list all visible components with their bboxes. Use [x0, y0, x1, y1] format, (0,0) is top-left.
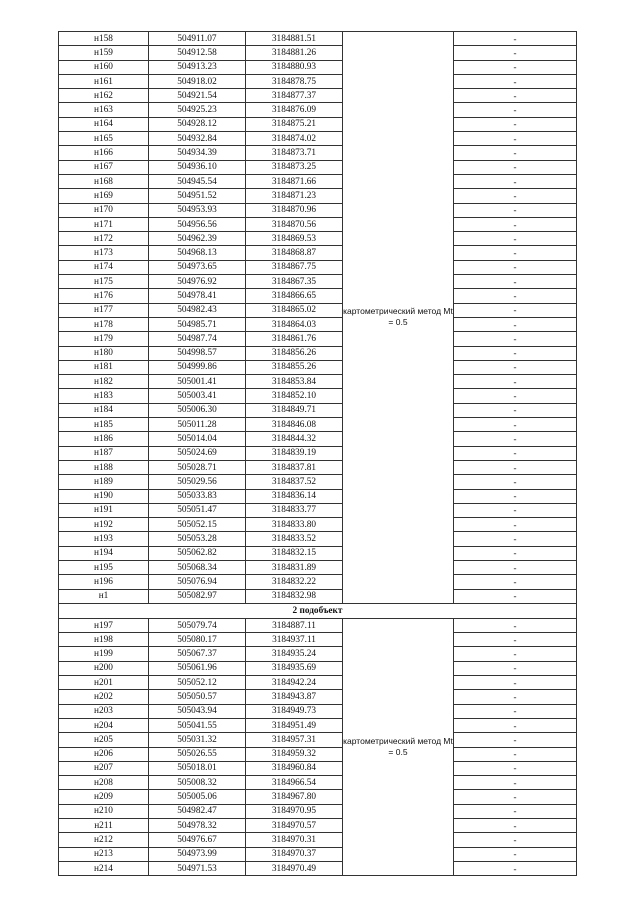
point-id-cell: н158 — [59, 32, 149, 46]
point-id-cell: н200 — [59, 661, 149, 675]
accuracy-cell: - — [454, 103, 577, 117]
x-coordinate-cell: 504953.93 — [149, 203, 246, 217]
accuracy-cell: - — [454, 546, 577, 560]
table-row — [59, 46, 577, 60]
point-id-cell: н210 — [59, 804, 149, 818]
y-coordinate-cell: 3184873.71 — [246, 146, 343, 160]
accuracy-cell: - — [454, 861, 577, 875]
point-id-cell: н1 — [59, 589, 149, 603]
point-id-cell: н172 — [59, 232, 149, 246]
y-coordinate-cell: 3184865.02 — [246, 303, 343, 317]
y-coordinate-cell: 3184844.32 — [246, 432, 343, 446]
point-id-cell: н190 — [59, 489, 149, 503]
y-coordinate-cell: 3184874.02 — [246, 132, 343, 146]
y-coordinate-cell: 3184867.75 — [246, 260, 343, 274]
point-id-cell: н212 — [59, 833, 149, 847]
x-coordinate-cell: 505033.83 — [149, 489, 246, 503]
accuracy-cell: - — [454, 747, 577, 761]
x-coordinate-cell: 505082.97 — [149, 589, 246, 603]
accuracy-cell: - — [454, 117, 577, 131]
table-row — [59, 633, 577, 647]
point-id-cell: н179 — [59, 332, 149, 346]
table-row — [59, 861, 577, 875]
accuracy-cell: - — [454, 303, 577, 317]
table-row — [59, 117, 577, 131]
y-coordinate-cell: 3184970.95 — [246, 804, 343, 818]
point-id-cell: н170 — [59, 203, 149, 217]
y-coordinate-cell: 3184960.84 — [246, 761, 343, 775]
accuracy-cell: - — [454, 289, 577, 303]
x-coordinate-cell: 504932.84 — [149, 132, 246, 146]
accuracy-cell: - — [454, 819, 577, 833]
accuracy-cell: - — [454, 189, 577, 203]
table-row — [59, 189, 577, 203]
x-coordinate-cell: 504976.92 — [149, 275, 246, 289]
y-coordinate-cell: 3184878.75 — [246, 74, 343, 88]
point-id-cell: н168 — [59, 174, 149, 188]
table-row — [59, 460, 577, 474]
accuracy-cell: - — [454, 275, 577, 289]
y-coordinate-cell: 3184855.26 — [246, 360, 343, 374]
x-coordinate-cell: 505028.71 — [149, 460, 246, 474]
point-id-cell: н186 — [59, 432, 149, 446]
point-id-cell: н189 — [59, 475, 149, 489]
y-coordinate-cell: 3184866.65 — [246, 289, 343, 303]
point-id-cell: н182 — [59, 375, 149, 389]
accuracy-cell: - — [454, 733, 577, 747]
method-cell-part1: картометрический метод Mt = 0.5 — [343, 32, 454, 604]
x-coordinate-cell: 505003.41 — [149, 389, 246, 403]
point-id-cell: н171 — [59, 217, 149, 231]
table-row — [59, 375, 577, 389]
y-coordinate-cell: 3184868.87 — [246, 246, 343, 260]
x-coordinate-cell: 504962.39 — [149, 232, 246, 246]
accuracy-cell: - — [454, 332, 577, 346]
table-row — [59, 103, 577, 117]
table-row — [59, 260, 577, 274]
y-coordinate-cell: 3184831.89 — [246, 560, 343, 574]
table-row — [59, 346, 577, 360]
point-id-cell: н196 — [59, 575, 149, 589]
point-id-cell: н187 — [59, 446, 149, 460]
point-id-cell: н201 — [59, 676, 149, 690]
table-row — [59, 32, 577, 46]
point-id-cell: н203 — [59, 704, 149, 718]
x-coordinate-cell: 505079.74 — [149, 618, 246, 632]
x-coordinate-cell: 504973.99 — [149, 847, 246, 861]
point-id-cell: н164 — [59, 117, 149, 131]
accuracy-cell: - — [454, 174, 577, 188]
table-row — [59, 446, 577, 460]
y-coordinate-cell: 3184870.96 — [246, 203, 343, 217]
x-coordinate-cell: 505061.96 — [149, 661, 246, 675]
y-coordinate-cell: 3184839.19 — [246, 446, 343, 460]
x-coordinate-cell: 505026.55 — [149, 747, 246, 761]
point-id-cell: н162 — [59, 89, 149, 103]
x-coordinate-cell: 504978.32 — [149, 819, 246, 833]
table-row — [59, 203, 577, 217]
y-coordinate-cell: 3184957.31 — [246, 733, 343, 747]
x-coordinate-cell: 504925.23 — [149, 103, 246, 117]
accuracy-cell: - — [454, 432, 577, 446]
table-row — [59, 819, 577, 833]
point-id-cell: н206 — [59, 747, 149, 761]
point-id-cell: н183 — [59, 389, 149, 403]
accuracy-cell: - — [454, 575, 577, 589]
x-coordinate-cell: 504912.58 — [149, 46, 246, 60]
table-row — [59, 804, 577, 818]
x-coordinate-cell: 505052.15 — [149, 518, 246, 532]
y-coordinate-cell: 3184856.26 — [246, 346, 343, 360]
point-id-cell: н195 — [59, 560, 149, 574]
table-row — [59, 761, 577, 775]
table-row — [59, 776, 577, 790]
y-coordinate-cell: 3184864.03 — [246, 317, 343, 331]
table-row — [59, 475, 577, 489]
point-id-cell: н211 — [59, 819, 149, 833]
point-id-cell: н193 — [59, 532, 149, 546]
x-coordinate-cell: 504976.67 — [149, 833, 246, 847]
accuracy-cell: - — [454, 503, 577, 517]
y-coordinate-cell: 3184937.11 — [246, 633, 343, 647]
y-coordinate-cell: 3184881.26 — [246, 46, 343, 60]
x-coordinate-cell: 504973.65 — [149, 260, 246, 274]
accuracy-cell: - — [454, 46, 577, 60]
x-coordinate-cell: 505024.69 — [149, 446, 246, 460]
accuracy-cell: - — [454, 32, 577, 46]
table-row — [59, 847, 577, 861]
point-id-cell: н197 — [59, 618, 149, 632]
accuracy-cell: - — [454, 560, 577, 574]
accuracy-cell: - — [454, 418, 577, 432]
x-coordinate-cell: 505001.41 — [149, 375, 246, 389]
accuracy-cell: - — [454, 761, 577, 775]
table-row — [59, 89, 577, 103]
table-row — [59, 546, 577, 560]
point-id-cell: н166 — [59, 146, 149, 160]
point-id-cell: н178 — [59, 317, 149, 331]
y-coordinate-cell: 3184852.10 — [246, 389, 343, 403]
y-coordinate-cell: 3184876.09 — [246, 103, 343, 117]
y-coordinate-cell: 3184871.23 — [246, 189, 343, 203]
point-id-cell: н213 — [59, 847, 149, 861]
accuracy-cell: - — [454, 60, 577, 74]
y-coordinate-cell: 3184869.53 — [246, 232, 343, 246]
accuracy-cell: - — [454, 74, 577, 88]
accuracy-cell: - — [454, 661, 577, 675]
x-coordinate-cell: 505062.82 — [149, 546, 246, 560]
table-row — [59, 403, 577, 417]
table-row — [59, 733, 577, 747]
y-coordinate-cell: 3184871.66 — [246, 174, 343, 188]
point-id-cell: н173 — [59, 246, 149, 260]
accuracy-cell: - — [454, 346, 577, 360]
accuracy-cell: - — [454, 360, 577, 374]
y-coordinate-cell: 3184849.71 — [246, 403, 343, 417]
x-coordinate-cell: 505043.94 — [149, 704, 246, 718]
y-coordinate-cell: 3184846.08 — [246, 418, 343, 432]
table-row — [59, 518, 577, 532]
x-coordinate-cell: 505076.94 — [149, 575, 246, 589]
accuracy-cell: - — [454, 246, 577, 260]
y-coordinate-cell: 3184943.87 — [246, 690, 343, 704]
point-id-cell: н174 — [59, 260, 149, 274]
x-coordinate-cell: 504968.13 — [149, 246, 246, 260]
y-coordinate-cell: 3184970.49 — [246, 861, 343, 875]
x-coordinate-cell: 505053.28 — [149, 532, 246, 546]
table-row — [59, 589, 577, 603]
point-id-cell: н202 — [59, 690, 149, 704]
table-row — [59, 332, 577, 346]
point-id-cell: н199 — [59, 647, 149, 661]
accuracy-cell: - — [454, 389, 577, 403]
table-row — [59, 275, 577, 289]
accuracy-cell: - — [454, 518, 577, 532]
accuracy-cell: - — [454, 647, 577, 661]
table-row — [59, 704, 577, 718]
method-cell-part2: картометрический метод Mt = 0.5 — [343, 618, 454, 875]
x-coordinate-cell: 504982.43 — [149, 303, 246, 317]
point-id-cell: н175 — [59, 275, 149, 289]
table-row — [59, 690, 577, 704]
x-coordinate-cell: 505067.37 — [149, 647, 246, 661]
x-coordinate-cell: 505051.47 — [149, 503, 246, 517]
y-coordinate-cell: 3184853.84 — [246, 375, 343, 389]
point-id-cell: н191 — [59, 503, 149, 517]
table-row — [59, 647, 577, 661]
y-coordinate-cell: 3184880.93 — [246, 60, 343, 74]
table-row — [59, 661, 577, 675]
x-coordinate-cell: 505029.56 — [149, 475, 246, 489]
x-coordinate-cell: 504999.86 — [149, 360, 246, 374]
x-coordinate-cell: 504934.39 — [149, 146, 246, 160]
table-row — [59, 74, 577, 88]
y-coordinate-cell: 3184959.32 — [246, 747, 343, 761]
table-row — [59, 489, 577, 503]
x-coordinate-cell: 504978.41 — [149, 289, 246, 303]
table-row — [59, 232, 577, 246]
point-id-cell: н198 — [59, 633, 149, 647]
y-coordinate-cell: 3184870.56 — [246, 217, 343, 231]
point-id-cell: н204 — [59, 718, 149, 732]
table-row — [59, 317, 577, 331]
accuracy-cell: - — [454, 633, 577, 647]
accuracy-cell: - — [454, 446, 577, 460]
point-id-cell: н209 — [59, 790, 149, 804]
table-row — [59, 132, 577, 146]
table-row — [59, 246, 577, 260]
point-id-cell: н177 — [59, 303, 149, 317]
accuracy-cell: - — [454, 847, 577, 861]
table-row — [59, 833, 577, 847]
x-coordinate-cell: 505011.28 — [149, 418, 246, 432]
accuracy-cell: - — [454, 375, 577, 389]
y-coordinate-cell: 3184836.14 — [246, 489, 343, 503]
accuracy-cell: - — [454, 403, 577, 417]
point-id-cell: н205 — [59, 733, 149, 747]
table-row — [59, 575, 577, 589]
point-id-cell: н169 — [59, 189, 149, 203]
y-coordinate-cell: 3184832.22 — [246, 575, 343, 589]
point-id-cell: н176 — [59, 289, 149, 303]
x-coordinate-cell: 504921.54 — [149, 89, 246, 103]
accuracy-cell: - — [454, 317, 577, 331]
table-row — [59, 217, 577, 231]
section-title: 2 подобъект — [59, 603, 577, 618]
x-coordinate-cell: 504985.71 — [149, 317, 246, 331]
x-coordinate-cell: 504918.02 — [149, 74, 246, 88]
table-row — [59, 389, 577, 403]
table-row — [59, 303, 577, 317]
accuracy-cell: - — [454, 146, 577, 160]
table-row — [59, 618, 577, 632]
table-row — [59, 560, 577, 574]
x-coordinate-cell: 505006.30 — [149, 403, 246, 417]
x-coordinate-cell: 504936.10 — [149, 160, 246, 174]
point-id-cell: н161 — [59, 74, 149, 88]
y-coordinate-cell: 3184877.37 — [246, 89, 343, 103]
table-row — [59, 790, 577, 804]
section-row — [59, 603, 577, 618]
table-row — [59, 718, 577, 732]
accuracy-cell: - — [454, 776, 577, 790]
point-id-cell: н192 — [59, 518, 149, 532]
accuracy-cell: - — [454, 460, 577, 474]
x-coordinate-cell: 505080.17 — [149, 633, 246, 647]
x-coordinate-cell: 504971.53 — [149, 861, 246, 875]
y-coordinate-cell: 3184833.80 — [246, 518, 343, 532]
table-row — [59, 418, 577, 432]
y-coordinate-cell: 3184881.51 — [246, 32, 343, 46]
y-coordinate-cell: 3184967.80 — [246, 790, 343, 804]
y-coordinate-cell: 3184966.54 — [246, 776, 343, 790]
accuracy-cell: - — [454, 475, 577, 489]
accuracy-cell: - — [454, 833, 577, 847]
x-coordinate-cell: 505014.04 — [149, 432, 246, 446]
x-coordinate-cell: 504928.12 — [149, 117, 246, 131]
point-id-cell: н194 — [59, 546, 149, 560]
point-id-cell: н207 — [59, 761, 149, 775]
coordinates-table — [58, 31, 577, 876]
accuracy-cell: - — [454, 618, 577, 632]
x-coordinate-cell: 504998.57 — [149, 346, 246, 360]
y-coordinate-cell: 3184949.73 — [246, 704, 343, 718]
point-id-cell: н163 — [59, 103, 149, 117]
x-coordinate-cell: 504982.47 — [149, 804, 246, 818]
accuracy-cell: - — [454, 690, 577, 704]
y-coordinate-cell: 3184970.57 — [246, 819, 343, 833]
point-id-cell: н214 — [59, 861, 149, 875]
point-id-cell: н181 — [59, 360, 149, 374]
table-row — [59, 289, 577, 303]
x-coordinate-cell: 505008.32 — [149, 776, 246, 790]
y-coordinate-cell: 3184951.49 — [246, 718, 343, 732]
x-coordinate-cell: 504951.52 — [149, 189, 246, 203]
accuracy-cell: - — [454, 704, 577, 718]
y-coordinate-cell: 3184970.37 — [246, 847, 343, 861]
accuracy-cell: - — [454, 718, 577, 732]
accuracy-cell: - — [454, 132, 577, 146]
point-id-cell: н185 — [59, 418, 149, 432]
y-coordinate-cell: 3184833.77 — [246, 503, 343, 517]
point-id-cell: н184 — [59, 403, 149, 417]
table-row — [59, 174, 577, 188]
y-coordinate-cell: 3184935.69 — [246, 661, 343, 675]
table-row — [59, 146, 577, 160]
y-coordinate-cell: 3184832.98 — [246, 589, 343, 603]
y-coordinate-cell: 3184935.24 — [246, 647, 343, 661]
y-coordinate-cell: 3184875.21 — [246, 117, 343, 131]
accuracy-cell: - — [454, 804, 577, 818]
y-coordinate-cell: 3184873.25 — [246, 160, 343, 174]
accuracy-cell: - — [454, 676, 577, 690]
x-coordinate-cell: 504956.56 — [149, 217, 246, 231]
y-coordinate-cell: 3184837.81 — [246, 460, 343, 474]
x-coordinate-cell: 504913.23 — [149, 60, 246, 74]
table-row — [59, 160, 577, 174]
point-id-cell: н160 — [59, 60, 149, 74]
x-coordinate-cell: 504987.74 — [149, 332, 246, 346]
point-id-cell: н180 — [59, 346, 149, 360]
x-coordinate-cell: 505041.55 — [149, 718, 246, 732]
point-id-cell: н167 — [59, 160, 149, 174]
accuracy-cell: - — [454, 790, 577, 804]
x-coordinate-cell: 505005.06 — [149, 790, 246, 804]
y-coordinate-cell: 3184832.15 — [246, 546, 343, 560]
x-coordinate-cell: 504911.07 — [149, 32, 246, 46]
point-id-cell: н188 — [59, 460, 149, 474]
accuracy-cell: - — [454, 260, 577, 274]
x-coordinate-cell: 505031.32 — [149, 733, 246, 747]
y-coordinate-cell: 3184970.31 — [246, 833, 343, 847]
y-coordinate-cell: 3184833.52 — [246, 532, 343, 546]
accuracy-cell: - — [454, 160, 577, 174]
table-row — [59, 747, 577, 761]
y-coordinate-cell: 3184887.11 — [246, 618, 343, 632]
y-coordinate-cell: 3184942.24 — [246, 676, 343, 690]
accuracy-cell: - — [454, 532, 577, 546]
accuracy-cell: - — [454, 217, 577, 231]
coordinates-table-sheet — [58, 31, 576, 876]
x-coordinate-cell: 505068.34 — [149, 560, 246, 574]
table-row — [59, 360, 577, 374]
y-coordinate-cell: 3184867.35 — [246, 275, 343, 289]
point-id-cell: н165 — [59, 132, 149, 146]
y-coordinate-cell: 3184837.52 — [246, 475, 343, 489]
point-id-cell: н159 — [59, 46, 149, 60]
accuracy-cell: - — [454, 203, 577, 217]
accuracy-cell: - — [454, 232, 577, 246]
x-coordinate-cell: 505050.57 — [149, 690, 246, 704]
accuracy-cell: - — [454, 489, 577, 503]
accuracy-cell: - — [454, 89, 577, 103]
accuracy-cell: - — [454, 589, 577, 603]
table-row — [59, 676, 577, 690]
x-coordinate-cell: 505018.01 — [149, 761, 246, 775]
y-coordinate-cell: 3184861.76 — [246, 332, 343, 346]
table-row — [59, 532, 577, 546]
table-row — [59, 503, 577, 517]
point-id-cell: н208 — [59, 776, 149, 790]
x-coordinate-cell: 504945.54 — [149, 174, 246, 188]
table-row — [59, 60, 577, 74]
x-coordinate-cell: 505052.12 — [149, 676, 246, 690]
table-row — [59, 432, 577, 446]
